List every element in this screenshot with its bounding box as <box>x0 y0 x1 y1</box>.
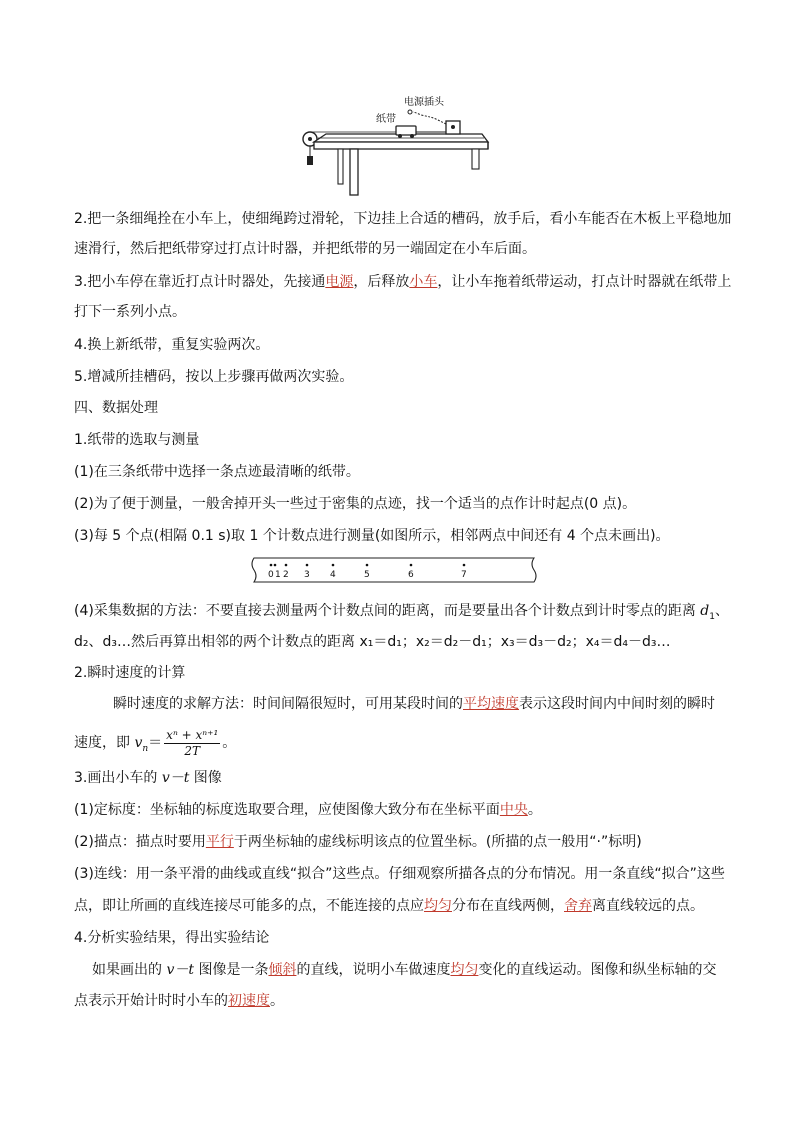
step4: 4.换上新纸带，重复实验两次。 <box>74 337 270 353</box>
s3-item1: (1)定标度：坐标轴的标度选取要合理，应使图像大致分布在坐标平面中央。 <box>74 802 542 818</box>
s1-item1: (1)在三条纸带中选择一条点迹最清晰的纸带。 <box>74 464 360 480</box>
s2-title: 2.瞬时速度的计算 <box>74 665 186 681</box>
tape-label: 2 <box>283 570 289 580</box>
s3-title: 3.画出小车的 v－t 图像 <box>74 770 222 786</box>
tape-label: 1 <box>275 570 281 580</box>
keyword-center: 中央 <box>499 802 528 818</box>
tape-label: 7 <box>461 570 467 580</box>
section-heading-data: 四、数据处理 <box>74 400 158 416</box>
keyword-inclined: 倾斜 <box>268 962 297 978</box>
s3-item2: (2)描点：描点时要用平行于两坐标轴的虚线标明该点的位置坐标。(所描的点一般用“·”标明) <box>74 834 642 850</box>
keyword-power: 电源 <box>325 274 354 290</box>
apparatus-figure <box>300 92 500 198</box>
tape-dot <box>410 564 413 567</box>
keyword-uniform-2: 均匀 <box>450 962 479 978</box>
tape-dot <box>285 564 288 567</box>
s3-item3-line2: 点，即让所画的直线连接尽可能多的点，不能连接的点应均匀分布在直线两侧，舍弃离直线较远的点。 <box>74 898 704 914</box>
tape-strip <box>248 556 540 584</box>
keyword-parallel: 平行 <box>205 834 234 850</box>
s1-item4-line2: d₂、d₃…然后再算出相邻的两个计数点的距离 x₁＝d₁；x₂＝d₂－d₁；x₃＝d₃－d₂；x₄＝d₄－d₃… <box>74 634 671 650</box>
label-tape: 纸带 <box>376 114 396 125</box>
s4-line1: 如果画出的 v－t 图像是一条倾斜的直线，说明小车做速度均匀变化的直线运动。图像和纵坐标轴的交 <box>92 962 717 978</box>
tape-label: 5 <box>364 570 370 580</box>
step2-line2: 速滑行，然后把纸带穿过打点计时器，并把纸带的另一端固定在小车后面。 <box>74 241 536 257</box>
keyword-discard: 舍弃 <box>564 898 592 914</box>
s1-item3: (3)每 5 个点(相隔 0.1 s)取 1 个计数点进行测量(如图所示，相邻两点中间还有 4 个点未画出)。 <box>74 528 670 544</box>
tape-dot <box>270 564 273 567</box>
s1-item2: (2)为了便于测量，一般舍掉开头一些过于密集的点迹，找一个适当的点作计时起点(0 点)。 <box>74 496 637 512</box>
keyword-cart: 小车 <box>409 274 438 290</box>
s1-item4-line1: (4)采集数据的方法：不要直接去测量两个计数点间的距离，而是要量出各个计数点到计时零点的距离 $d_1$、 <box>74 603 729 622</box>
tape-label: 6 <box>408 570 414 580</box>
velocity-fraction: $\frac{\text{xⁿ + xⁿ⁺¹}}{2T}$ <box>166 727 219 758</box>
keyword-initial-velocity: 初速度 <box>228 993 270 1009</box>
step3-line2: 打下一系列小点。 <box>74 304 186 320</box>
tape-dot <box>463 564 466 567</box>
s4-line2: 点表示开始计时时小车的初速度。 <box>74 993 284 1009</box>
tape-dot <box>366 564 369 567</box>
keyword-uniform: 均匀 <box>424 898 452 914</box>
tape-label: 4 <box>330 570 336 580</box>
s2-line1: 瞬时速度的求解方法：时间间隔很短时，可用某段时间的平均速度表示这段时间内中间时刻的瞬时 <box>113 696 715 712</box>
s2-line2: 速度，即 $v_n=$ $\frac{\text{xⁿ + xⁿ⁺¹}}{2T}$ 。 <box>74 727 237 758</box>
table-leg <box>350 149 358 195</box>
table-leg <box>338 149 343 184</box>
hook-weight <box>307 156 313 165</box>
s1-title: 1.纸带的选取与测量 <box>74 432 200 448</box>
tape-label: 0 <box>268 570 274 580</box>
tape-label: 3 <box>304 570 310 580</box>
cart <box>396 126 416 135</box>
step2-line1: 2.把一条细绳拴在小车上，使细绳跨过滑轮，下边挂上合适的槽码，放手后，看小车能否在木板上平稳地加 <box>74 211 732 227</box>
s4-title: 4.分析实验结果，得出实验结论 <box>74 930 270 946</box>
keyword-average-velocity: 平均速度 <box>463 696 519 712</box>
power-cord <box>413 112 446 124</box>
tape-dot <box>306 564 309 567</box>
s3-item3-line1: (3)连线：用一条平滑的曲线或直线“拟合”这些点。仔细观察所描各点的分布情况。用一条直线“拟合”这些 <box>74 866 725 882</box>
tape-dot <box>332 564 335 567</box>
table-leg <box>472 149 479 169</box>
step5: 5.增减所挂槽码，按以上步骤再做两次实验。 <box>74 369 354 385</box>
label-power-plug: 电源插头 <box>404 97 444 108</box>
tape-dot <box>274 564 277 567</box>
board-front <box>314 142 488 149</box>
step3-line1: 3.把小车停在靠近打点计时器处，先接通电源，后释放小车，让小车拖着纸带运动，打点计时器就在纸带上 <box>74 274 732 290</box>
